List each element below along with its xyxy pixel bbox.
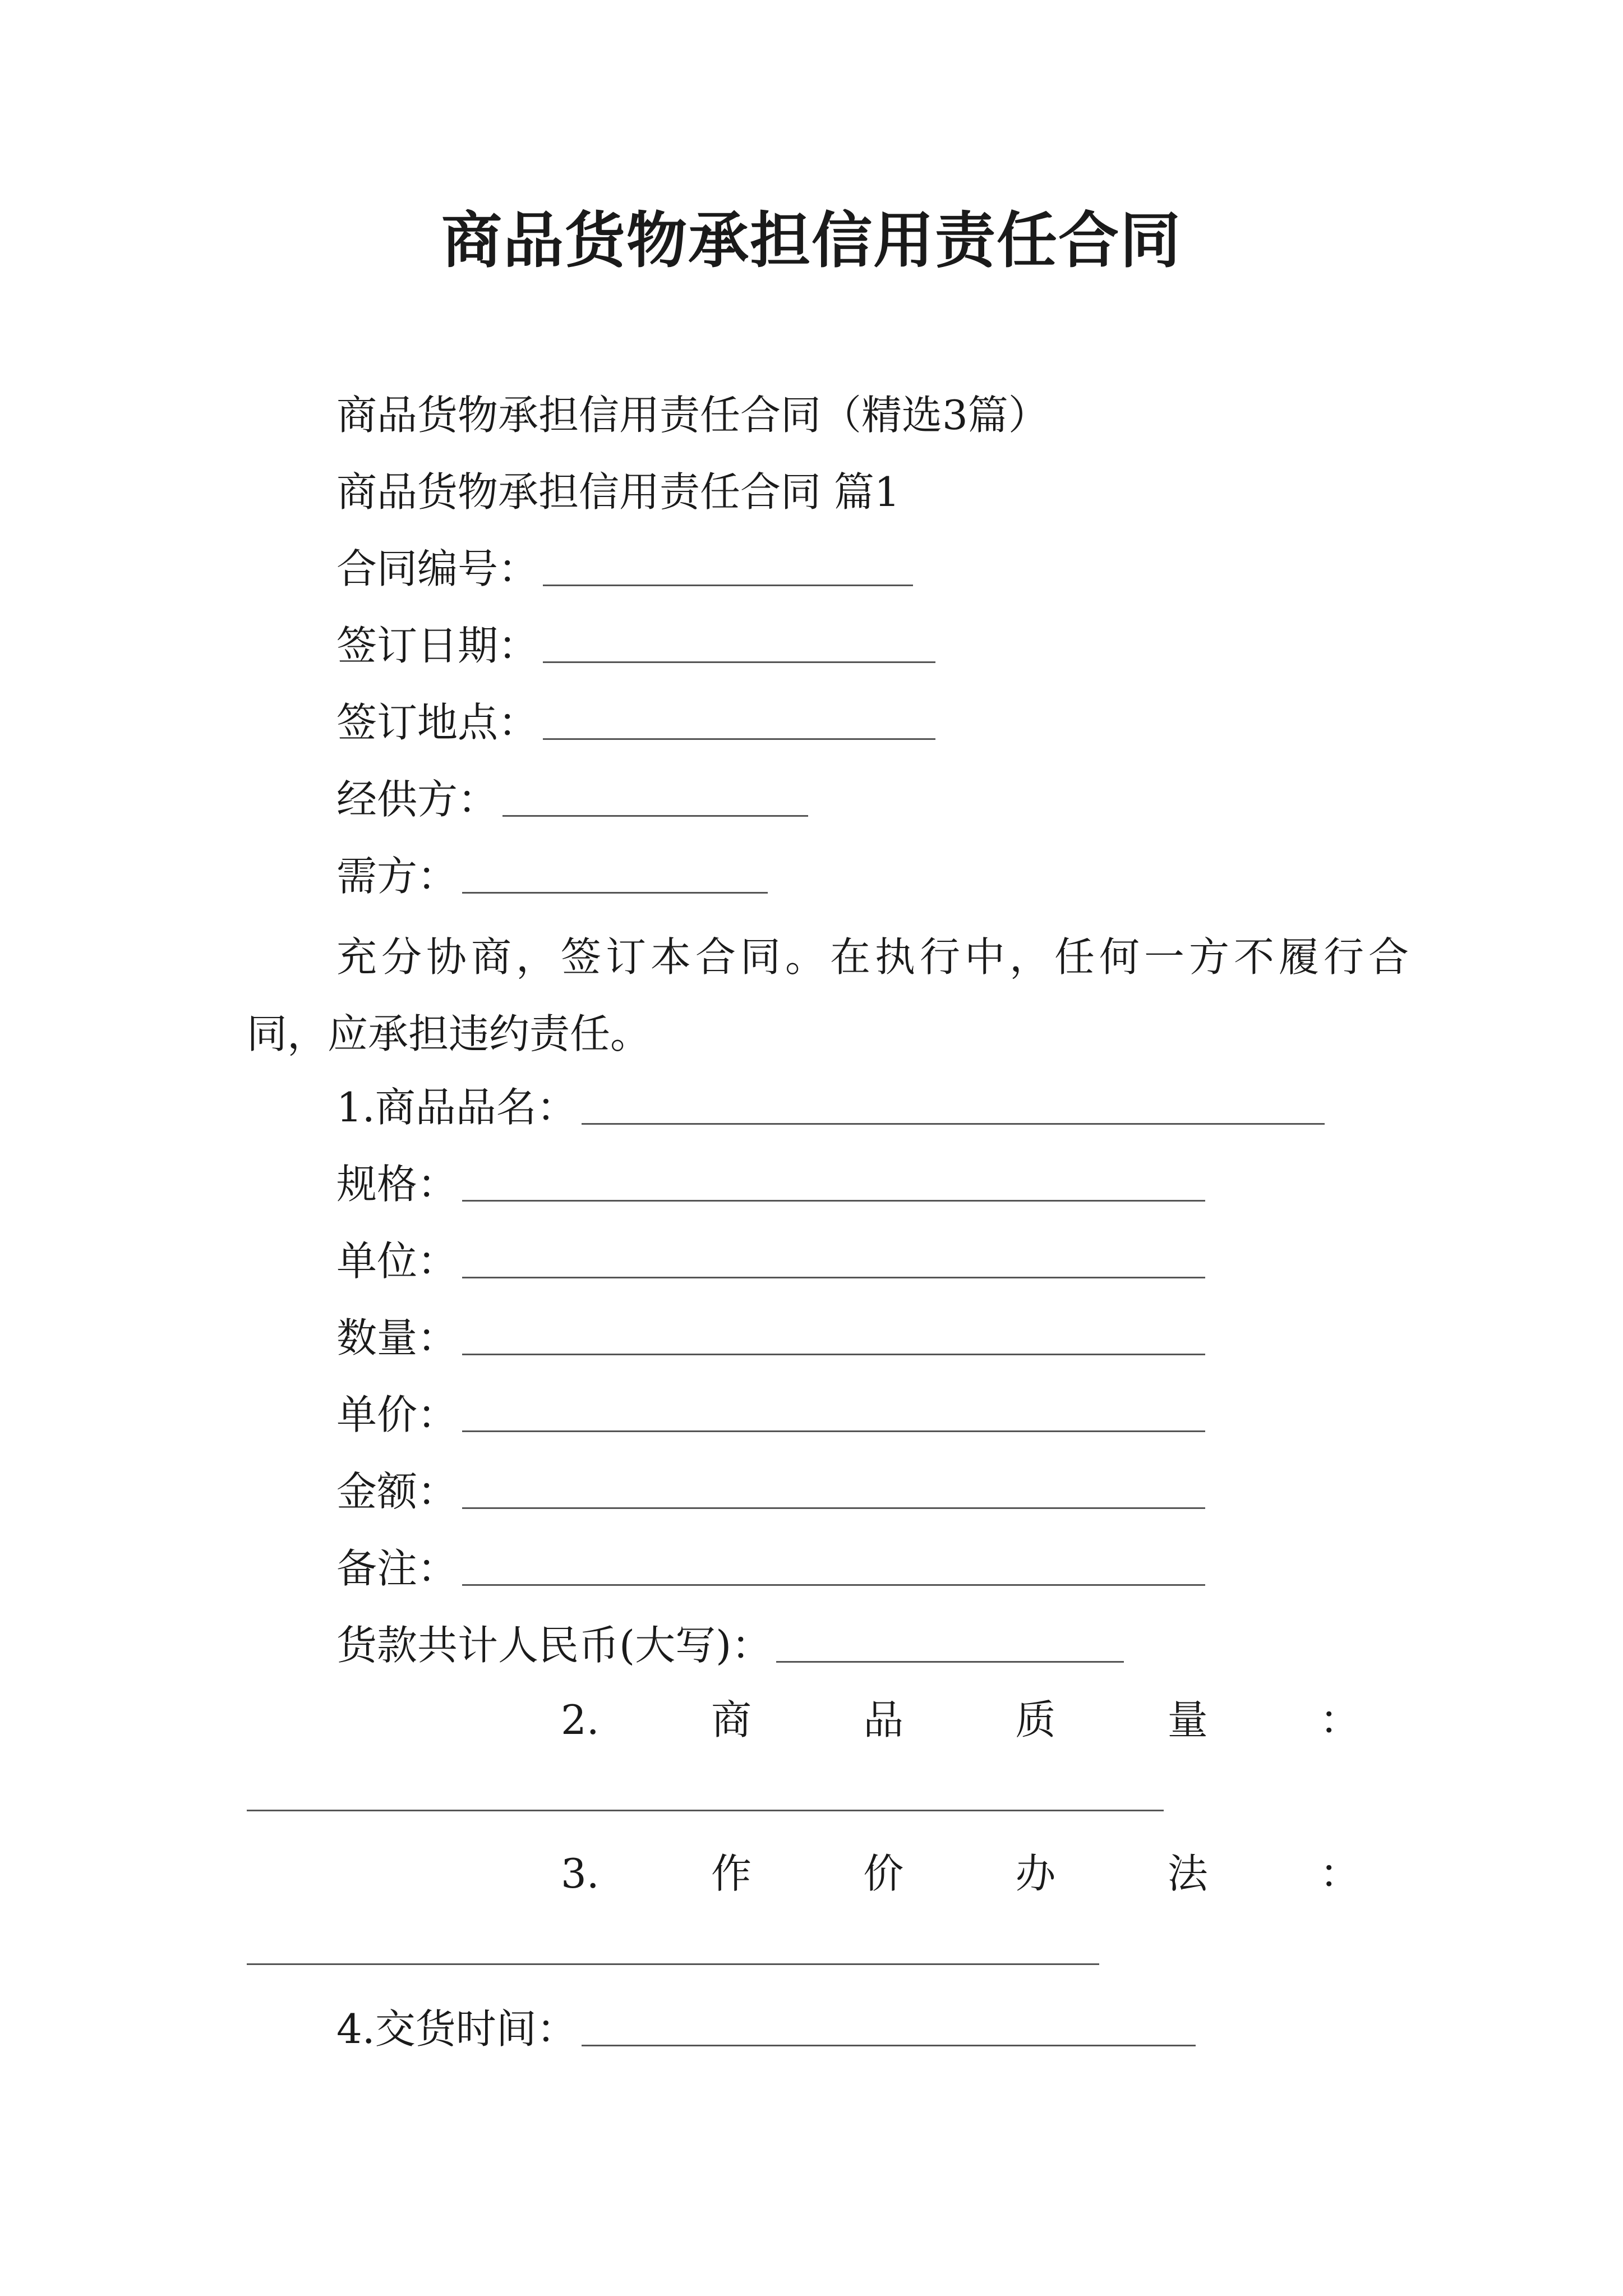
contract-no-blank[interactable] — [543, 545, 913, 586]
quality-part: ： — [1319, 1696, 1360, 1743]
amount-blank[interactable] — [462, 1468, 1205, 1509]
buyer-label: 需方： — [336, 853, 458, 900]
buyer-row — [336, 848, 768, 904]
pricing-part: 办 — [1015, 1850, 1056, 1897]
sign-place-label: 签订地点： — [336, 699, 539, 746]
quantity-label: 数量： — [336, 1314, 458, 1361]
quality-blank[interactable] — [247, 1810, 1164, 1811]
delivery-time-label: 4.交货时间： — [336, 2005, 577, 2053]
unit-price-row — [336, 1387, 1205, 1443]
product-name-row — [336, 1079, 1325, 1135]
intro-line-1: 充分协商，签订本合同。在执行中，任何一方不履行合 — [336, 933, 1414, 981]
amount-label: 金额： — [336, 1468, 458, 1515]
remark-label: 备注： — [336, 1545, 458, 1592]
delivery-time-blank[interactable] — [582, 2005, 1196, 2046]
unit-price-blank[interactable] — [462, 1391, 1205, 1432]
sign-date-row — [336, 618, 935, 674]
quality-part: 商 — [711, 1696, 751, 1743]
total-rmb-blank[interactable] — [776, 1622, 1124, 1663]
supplier-label: 经供方： — [336, 776, 499, 823]
document-subtitle — [336, 387, 1049, 443]
quality-part: 2. — [561, 1696, 600, 1743]
remark-blank[interactable] — [462, 1545, 1205, 1586]
unit-blank[interactable] — [462, 1237, 1205, 1278]
pricing-part: 价 — [863, 1850, 904, 1897]
product-name-blank[interactable] — [582, 1084, 1325, 1125]
unit-label: 单位： — [336, 1237, 458, 1285]
section-heading — [336, 464, 900, 520]
pricing-part: 法 — [1167, 1850, 1208, 1897]
document-title: 商品货物承担信用责任合同 — [441, 206, 1182, 276]
unit-row — [336, 1233, 1205, 1289]
intro-paragraph — [247, 919, 1414, 1073]
sign-place-row — [336, 694, 935, 751]
remark-row — [336, 1540, 1205, 1596]
quality-part: 量 — [1167, 1696, 1208, 1743]
unit-price-label: 单价： — [336, 1391, 458, 1438]
section-heading-text: 商品货物承担信用责任合同 篇1 — [336, 468, 900, 516]
pricing-part: ： — [1319, 1850, 1360, 1897]
quantity-row — [336, 1310, 1205, 1366]
total-rmb-row — [336, 1617, 1124, 1673]
contract-no-label: 合同编号： — [336, 545, 539, 592]
amount-row — [336, 1464, 1205, 1520]
delivery-time-row — [336, 2001, 1196, 2057]
buyer-blank[interactable] — [462, 853, 768, 894]
total-rmb-label: 货款共计人民币(大写)： — [336, 1622, 772, 1669]
pricing-heading — [561, 1846, 1360, 1902]
quality-heading — [561, 1692, 1360, 1748]
intro-line-2: 同，应承担违约责任。 — [247, 1010, 651, 1057]
contract-no-row — [336, 541, 913, 597]
product-name-label: 1.商品品名： — [336, 1084, 577, 1131]
supplier-row — [336, 771, 808, 827]
sign-date-blank[interactable] — [543, 622, 935, 663]
spec-row — [336, 1156, 1205, 1212]
supplier-blank[interactable] — [502, 776, 808, 817]
spec-label: 规格： — [336, 1161, 458, 1208]
sign-place-blank[interactable] — [543, 699, 935, 740]
pricing-blank[interactable] — [247, 1963, 1099, 1965]
sign-date-label: 签订日期： — [336, 622, 539, 669]
pricing-part: 作 — [711, 1850, 751, 1897]
subtitle-text: 商品货物承担信用责任合同（精选3篇） — [336, 392, 1049, 439]
spec-blank[interactable] — [462, 1161, 1205, 1202]
quantity-blank[interactable] — [462, 1314, 1205, 1355]
pricing-part: 3. — [561, 1850, 600, 1897]
quality-part: 质 — [1015, 1696, 1056, 1743]
quality-part: 品 — [863, 1696, 904, 1743]
